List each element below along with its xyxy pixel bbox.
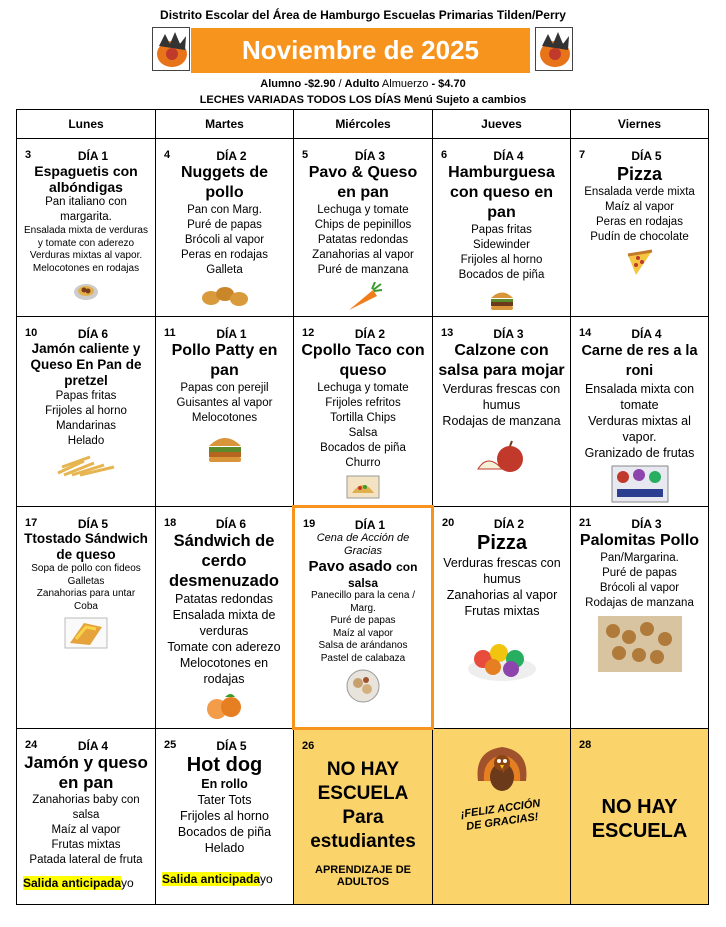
main-dish: Pizza xyxy=(476,532,528,554)
pizza-slice-icon xyxy=(624,249,656,277)
side-item: Papas fritas xyxy=(55,390,117,402)
side-item: Ensalada mixta con tomate xyxy=(584,382,695,412)
side-item: Salsa de arándanos xyxy=(318,640,408,651)
menu-day: DÍA 3 xyxy=(631,517,662,531)
day-cell-12 xyxy=(294,317,433,507)
menu-day: DÍA 2 xyxy=(354,327,386,341)
weekday-tuesday: Martes xyxy=(156,110,294,139)
side-item: Brócoli al vapor xyxy=(599,582,680,594)
side-item: Panecillo para la cena / Marg. xyxy=(311,590,415,614)
weekday-friday: Viernes xyxy=(571,110,709,139)
early-dismissal-rest: yo xyxy=(121,876,134,890)
weekday-header-row xyxy=(17,110,709,139)
turkey-icon xyxy=(470,741,534,799)
carrot-icon xyxy=(343,282,383,314)
side-item: Salsa xyxy=(348,427,378,439)
week-row-4 xyxy=(17,729,709,905)
fries-icon xyxy=(54,453,118,479)
side-item: Ensalada mixta de verduras y tomate con aderezo xyxy=(24,225,148,249)
district-title: Distrito Escolar del Área de Hamburgo Escuelas Primarias Tilden/Perry xyxy=(160,8,566,22)
side-item: Verduras mixtas al vapor. xyxy=(29,250,143,261)
menu-day: DÍA 1 xyxy=(216,327,247,341)
side-item: Papas con perejil xyxy=(180,382,269,394)
side-item: Maíz al vapor xyxy=(51,824,121,836)
date-number: 4 xyxy=(164,149,171,161)
day-cell-27 xyxy=(433,729,571,905)
side-item: Frutas mixtas xyxy=(51,839,121,851)
main-dish-suffix: con xyxy=(396,560,418,574)
main-dish: Palomitas Pollo xyxy=(579,532,700,549)
school-logo-left xyxy=(152,27,190,71)
side-item: Verduras mixtas al vapor. xyxy=(588,414,691,444)
apple-slices-icon xyxy=(474,439,530,477)
day-cell-3 xyxy=(17,139,156,317)
grilled-cheese-icon xyxy=(64,617,108,649)
adult-price-meal: Almuerzo xyxy=(381,78,429,90)
side-item: Churro xyxy=(345,457,381,469)
side-item: Frijoles refritos xyxy=(325,397,401,409)
date-number: 26 xyxy=(302,740,315,752)
side-item: Puré de papas xyxy=(602,567,677,579)
fruit-slushie-icon xyxy=(611,465,669,503)
main-dish: Espaguetis con albóndigas xyxy=(34,163,138,195)
side-item: Pan italiano con margarita. xyxy=(45,196,127,223)
side-item: Patatas redondas xyxy=(317,234,409,246)
side-item: Verduras frescas con humus xyxy=(442,382,561,412)
spaghetti-icon xyxy=(73,279,99,301)
no-school-notice: NO HAY ESCUELA Para estudiantes xyxy=(310,759,416,852)
side-item: Maíz al vapor xyxy=(332,627,394,639)
main-dish-detail: En rollo xyxy=(201,777,248,791)
side-item: Helado xyxy=(67,435,105,447)
price-line: Alumno -$2.90 / Adulto Almuerzo - $4.70 xyxy=(260,78,466,90)
day-cell-14 xyxy=(571,317,709,507)
date-number: 13 xyxy=(441,327,454,339)
day-cell-18 xyxy=(156,507,294,729)
side-item: Frutas mixtas xyxy=(464,604,540,618)
side-item: Bocados de piña xyxy=(177,825,272,839)
side-item: Ensalada mixta de verduras xyxy=(172,608,276,638)
nuggets-icon xyxy=(201,282,249,308)
main-dish: Ttostado Sándwich de queso xyxy=(24,531,148,562)
side-item: Helado xyxy=(204,841,245,855)
day-cell-25 xyxy=(156,729,294,905)
side-item: Verduras frescas con humus xyxy=(443,556,561,586)
main-dish-tail: salsa xyxy=(347,576,379,590)
side-item: Mandarinas xyxy=(55,420,117,432)
day-cell-24 xyxy=(17,729,156,905)
school-logo-right xyxy=(535,27,573,71)
main-dish: Sándwich de cerdo desmenuzado xyxy=(168,532,280,590)
week-row-3 xyxy=(17,507,709,729)
side-item: Ensalada verde mixta xyxy=(584,186,695,198)
event-title: Cena de Acción de Gracias xyxy=(316,532,410,557)
side-item: Patatas redondas xyxy=(175,592,273,606)
side-item: Zanahorias al vapor xyxy=(446,588,558,602)
menu-day: DÍA 5 xyxy=(216,739,247,753)
milk-note-line xyxy=(0,94,726,106)
date-number: 11 xyxy=(164,327,176,339)
main-dish: Jamón caliente y Queso En Pan de pretzel xyxy=(30,341,142,388)
side-item: Pastel de calabaza xyxy=(320,652,406,664)
menu-day: DÍA 3 xyxy=(493,327,524,341)
main-dish: Pollo Patty en pan xyxy=(171,342,278,379)
main-dish xyxy=(299,558,427,590)
side-item: Sopa de pollo con fideos xyxy=(31,563,141,574)
side-item: Lechuga y tomate xyxy=(317,204,409,216)
date-number: 25 xyxy=(164,739,177,751)
side-item: Zanahorias baby con salsa xyxy=(32,794,140,821)
day-cell-28 xyxy=(571,729,709,905)
date-number: 12 xyxy=(302,327,315,339)
side-item: Puré de papas xyxy=(330,615,396,626)
early-dismissal-highlight: Salida anticipada xyxy=(162,872,261,886)
main-dish: Nuggets de pollo xyxy=(180,164,269,201)
day-cell-7 xyxy=(571,139,709,317)
menu-day: DÍA 1 xyxy=(77,149,109,163)
day-cell-5 xyxy=(294,139,433,317)
side-item: Puré de papas xyxy=(187,219,262,231)
early-dismissal-note xyxy=(23,876,134,890)
side-item: Melocotones xyxy=(191,412,258,424)
student-price: Alumno -$2.90 xyxy=(260,78,336,90)
main-dish-name: Pavo asado xyxy=(308,558,392,575)
main-dish: Carne de res a la roni xyxy=(581,343,698,379)
main-dish: Calzone con salsa para mojar xyxy=(438,342,565,379)
menu-day: DÍA 2 xyxy=(493,517,525,531)
main-dish: Hamburguesa con queso en pan xyxy=(448,164,555,221)
side-item: Peras en rodajas xyxy=(596,216,683,228)
taco-icon xyxy=(346,475,380,499)
side-item: Zanahorias para untar xyxy=(36,588,136,599)
side-item: Puré de manzana xyxy=(317,264,409,276)
side-item: Frijoles al horno xyxy=(180,809,269,823)
date-number: 28 xyxy=(579,739,592,751)
adult-price-label: Adulto xyxy=(344,78,380,90)
side-item: Sidewinder xyxy=(473,239,530,251)
date-number: 7 xyxy=(579,149,586,161)
early-dismissal-note xyxy=(162,872,273,886)
side-item: Melocotones en rodajas xyxy=(179,656,269,686)
side-item: Patada lateral de fruta xyxy=(29,854,143,866)
side-item: Rodajas de manzana xyxy=(442,414,561,428)
day-cell-11 xyxy=(156,317,294,507)
menu-day: DÍA 2 xyxy=(216,149,247,163)
side-item: Bocados de piña xyxy=(458,269,545,281)
side-item: Galletas xyxy=(67,575,105,587)
side-item: Tortilla Chips xyxy=(330,412,396,424)
month-title: Noviembre de 2025 xyxy=(191,28,530,73)
menu-day: DÍA 4 xyxy=(631,327,662,341)
day-cell-21 xyxy=(571,507,709,729)
date-number: 14 xyxy=(579,327,592,339)
early-dismissal-rest: yo xyxy=(260,872,273,886)
side-item: Frijoles al horno xyxy=(460,254,543,266)
side-item: Galleta xyxy=(206,264,243,276)
adult-price: - $4.70 xyxy=(431,78,466,90)
menu-day: DÍA 4 xyxy=(493,149,524,163)
menu-note: Menú Sujeto a cambios xyxy=(404,94,527,106)
side-item: Lechuga y tomate xyxy=(317,382,409,394)
chicken-sandwich-icon xyxy=(205,430,245,464)
adult-learning-note: APRENDIZAJE DE ADULTOS xyxy=(315,864,411,888)
date-number: 17 xyxy=(25,517,38,529)
side-item: Guisantes al vapor xyxy=(176,397,273,409)
side-item: Granizado de frutas xyxy=(584,446,695,460)
menu-day: DÍA 6 xyxy=(215,517,247,531)
menu-calendar xyxy=(16,109,709,905)
side-item: Zanahorias al vapor xyxy=(312,249,414,261)
main-dish: Hot dog xyxy=(186,754,263,776)
side-item: Bocados de piña xyxy=(320,442,406,454)
side-item: Pan/Margarina. xyxy=(600,552,679,564)
day-cell-20 xyxy=(433,507,571,729)
day-cell-4 xyxy=(156,139,294,317)
date-number: 6 xyxy=(441,149,448,161)
side-item: Frijoles al horno xyxy=(45,405,127,417)
date-number: 24 xyxy=(25,739,38,751)
date-number: 21 xyxy=(579,517,592,529)
week-row-1 xyxy=(17,139,709,317)
peaches-icon xyxy=(205,691,243,721)
popcorn-chicken-icon xyxy=(597,615,683,673)
main-dish: Pavo & Queso en pan xyxy=(308,164,418,201)
side-item: Tomate con aderezo xyxy=(167,640,281,654)
side-item: Papas fritas xyxy=(471,224,532,236)
week-row-2 xyxy=(17,317,709,507)
day-cell-10 xyxy=(17,317,156,507)
no-school-notice: NO HAY ESCUELA xyxy=(591,796,688,842)
side-item: Coba xyxy=(74,600,98,612)
side-item: Brócoli al vapor xyxy=(184,234,265,246)
date-number: 10 xyxy=(25,327,38,339)
menu-day: DÍA 5 xyxy=(77,517,109,531)
day-cell-17 xyxy=(17,507,156,729)
side-item: Rodajas de manzana xyxy=(585,597,694,609)
milk-note: LECHES VARIADAS TODOS LOS DÍAS xyxy=(199,94,401,106)
burger-icon xyxy=(488,287,516,311)
day-cell-19 xyxy=(294,507,433,729)
date-number: 19 xyxy=(303,518,316,530)
menu-day: DÍA 4 xyxy=(77,739,109,753)
day-cell-6 xyxy=(433,139,571,317)
menu-day: DÍA 1 xyxy=(354,518,386,532)
date-number: 18 xyxy=(164,517,177,529)
side-item: Chips de pepinillos xyxy=(314,219,412,231)
date-number: 20 xyxy=(442,517,455,529)
mixed-fruit-icon xyxy=(463,629,541,685)
early-dismissal-highlight: Salida anticipada xyxy=(23,876,122,890)
day-cell-13 xyxy=(433,317,571,507)
side-item: Maíz al vapor xyxy=(604,201,675,213)
weekday-monday: Lunes xyxy=(17,110,156,139)
date-number: 5 xyxy=(302,149,309,161)
side-item: Pan con Marg. xyxy=(187,204,262,216)
side-item: Melocotones en rodajas xyxy=(32,262,140,274)
side-item: Peras en rodajas xyxy=(181,249,268,261)
main-dish: Cpollo Taco con queso xyxy=(301,342,425,379)
thanksgiving-greeting: ¡FELIZ ACCIÓN DE GRACIAS! xyxy=(459,797,542,833)
day-cell-26 xyxy=(294,729,433,905)
thanksgiving-plate-icon xyxy=(345,669,381,703)
main-dish: Pizza xyxy=(616,164,663,184)
side-item: Pudín de chocolate xyxy=(590,231,689,243)
date-number: 3 xyxy=(25,149,32,161)
weekday-thursday: Jueves xyxy=(433,110,571,139)
side-item: Tater Tots xyxy=(197,793,252,807)
main-dish: Jamón y queso en pan xyxy=(24,753,148,792)
menu-day: DÍA 6 xyxy=(77,327,109,341)
menu-day: DÍA 3 xyxy=(354,149,386,163)
menu-day: DÍA 5 xyxy=(631,149,662,163)
weekday-wednesday: Miércoles xyxy=(294,110,433,139)
